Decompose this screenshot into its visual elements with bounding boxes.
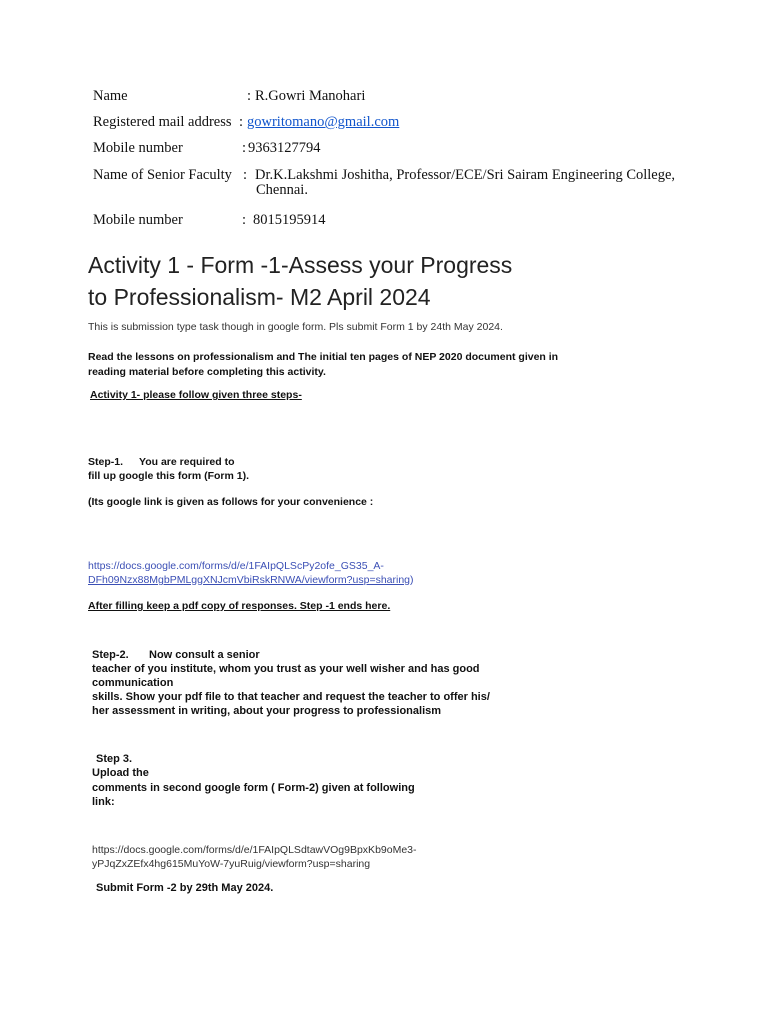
step1-text1: You are required to xyxy=(139,456,235,468)
step2-label: Step-2. xyxy=(92,649,129,661)
email-sep: : xyxy=(239,114,244,130)
step1-text3: (Its google link is given as follows for your convenience : xyxy=(88,496,374,508)
mobile-sep: : xyxy=(242,140,247,156)
activity-title-line2: to Professionalism- M2 April 2024 xyxy=(88,284,431,310)
step2-text2: teacher of you institute, whom you trust as your well wisher and has good xyxy=(92,663,480,675)
mobile-label: Mobile number xyxy=(93,140,183,156)
name-label: Name xyxy=(93,88,128,104)
senior-faculty-sep: : xyxy=(243,167,248,183)
email-label: Registered mail address xyxy=(93,114,232,130)
step3-text2: comments in second google form ( Form-2) given at following xyxy=(92,782,415,794)
senior-mobile-label: Mobile number xyxy=(93,212,183,228)
step2-text3: communication xyxy=(92,677,174,689)
step3-label: Step 3. xyxy=(96,753,133,765)
step3-text1: Upload the xyxy=(92,767,149,779)
senior-faculty-value-cont: Chennai. xyxy=(256,182,308,198)
step2-text5: her assessment in writing, about your progress to professionalism xyxy=(92,705,442,717)
name-value: R.Gowri Manohari xyxy=(255,88,366,104)
senior-mobile-sep: : xyxy=(242,212,247,228)
senior-faculty-value: Dr.K.Lakshmi Joshitha, Professor/ECE/Sri Sairam Engineering College, xyxy=(255,167,676,183)
step1-text2: fill up google this form (Form 1). xyxy=(88,470,249,482)
step1-after: After filling keep a pdf copy of responses. Step -1 ends here. xyxy=(88,600,391,612)
steps-heading: Activity 1- please follow given three steps- xyxy=(90,389,302,401)
form1-link-line2-wrap xyxy=(88,574,414,586)
name-sep: : xyxy=(247,88,252,104)
mobile-value: 9363127794 xyxy=(248,140,321,156)
form1-link-line1[interactable]: https://docs.google.com/forms/d/e/1FAIpQLScPy2ofe_GS35_A- xyxy=(88,560,384,572)
step2-text4: skills. Show your pdf file to that teacher and request the teacher to offer his/ xyxy=(92,691,490,703)
activity-title-line1: Activity 1 - Form -1-Assess your Progress xyxy=(88,252,513,278)
activity-note: This is submission type task though in google form. Pls submit Form 1 by 24th May 2024. xyxy=(88,321,503,333)
step2-text1: Now consult a senior xyxy=(149,649,260,661)
senior-faculty-label: Name of Senior Faculty xyxy=(93,167,232,183)
step3-text3: link: xyxy=(92,796,115,808)
form1-link-close: ) xyxy=(410,574,414,586)
step3-submit: Submit Form -2 by 29th May 2024. xyxy=(96,882,274,894)
read-instructions-line2: reading material before completing this activity. xyxy=(88,366,326,378)
form2-link-line2[interactable]: yPJqZxZEfx4hg615MuYoW-7yuRuig/viewform?usp=sharing xyxy=(92,858,371,870)
email-link[interactable]: gowritomano@gmail.com xyxy=(247,114,400,130)
form1-link-line2[interactable]: DFh09Nzx88MgbPMLggXNJcmVbiRskRNWA/viewform?usp=sharing xyxy=(88,574,411,586)
form2-link-line1[interactable]: https://docs.google.com/forms/d/e/1FAIpQLSdtawVOg9BpxKb9oMe3- xyxy=(92,844,417,856)
read-instructions-line1: Read the lessons on professionalism and The initial ten pages of NEP 2020 document given in xyxy=(88,351,559,363)
step1-label: Step-1. xyxy=(88,456,124,468)
senior-mobile-value: 8015195914 xyxy=(253,212,326,228)
